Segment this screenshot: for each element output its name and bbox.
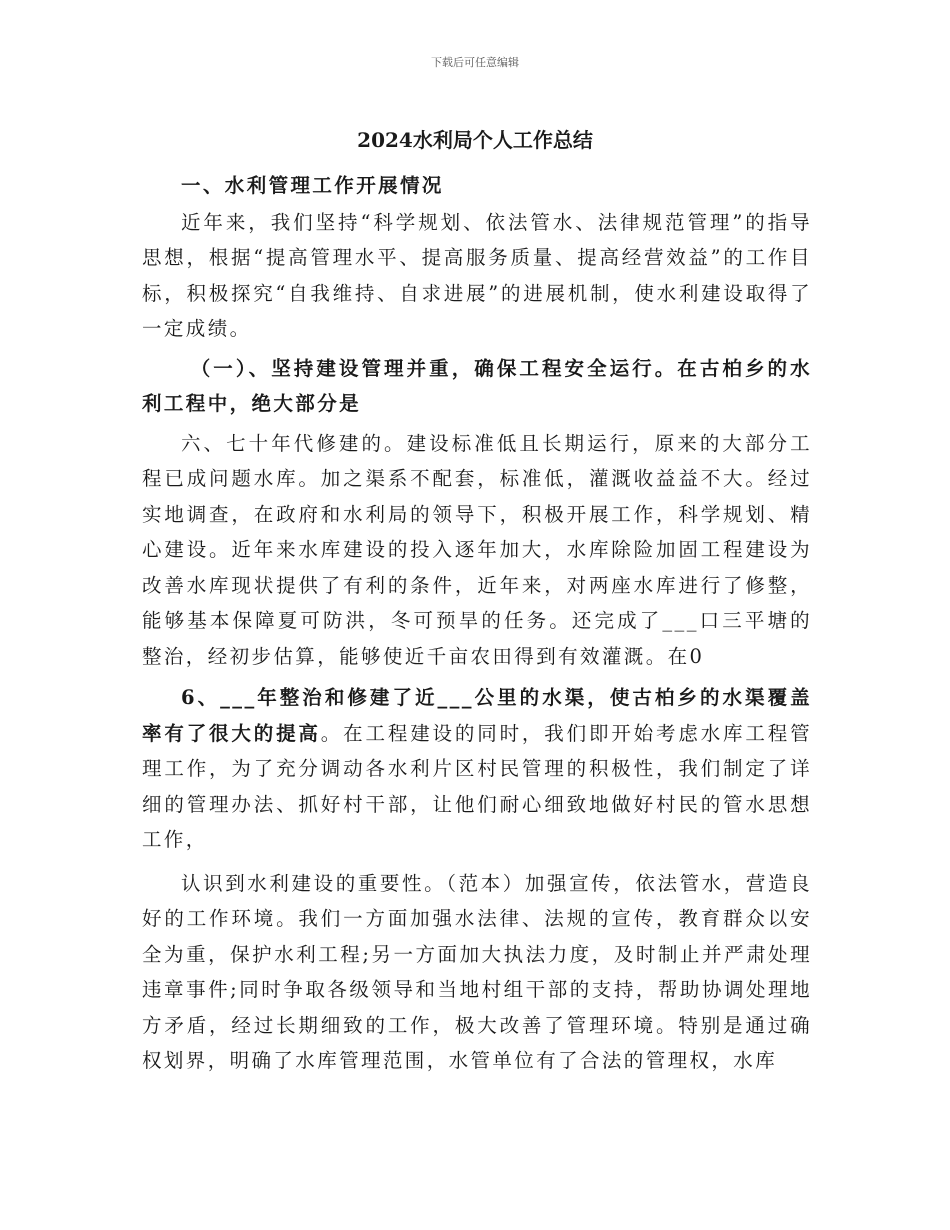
paragraph-4: 认识到水利建设的重要性。（范本）加强宣传，依法管水，营造良好的工作环境。我们一方面加强水法律、法规的宣传，教育群众以安全为重，保护水利工程;另一方面加大执法力度，及时制止并严肃处理违章事件;同时争取各级领导和当地村组干部的支持，帮助协调处理地方矛盾，经过长期细致的工作，极大改善了管理环境。特别是通过确权划界，明确了水库管理范围，水管单位有了合法的管理权，水库 [142, 871, 812, 1072]
section-heading: 一、水利管理工作开展情况 [181, 174, 444, 197]
paragraph-1: 近年来，我们坚持“科学规划、依法管水、法律规范管理”的指导思想，根据“提高管理水平、提高服务质量、提高经营效益”的工作目标，积极探究“自我维持、自求进展”的进展机制，使水利建设取得了一定成绩。 [142, 210, 812, 340]
paragraph-3-bold-lead: 6、___年整治和修建了近___公里的水渠，使古柏乡的水渠覆盖率有了很大的提高 [142, 686, 812, 745]
paragraph-2: 六、七十年代修建的。建设标准低且长期运行，原来的大部分工程已成问题水库。加之渠系不配套，标准低，灌溉收益益不大。经过实地调查，在政府和水利局的领导下，积极开展工作，科学规划、精心建设。近年来水库建设的投入逐年加大，水库除险加固工程建设为改善水库现状提供了有利的条件，近年来，对两座水库进行了修整，能够基本保障夏可防洪，冬可预旱的任务。还完成了___口三平塘的整治，经初步估算，能够使近千亩农田得到有效灌溉。在0 [142, 431, 812, 668]
document-title: 2024水利局个人工作总结 [357, 128, 593, 152]
document-body [142, 168, 812, 1079]
page-header-note: 下载后可任意编辑 [431, 56, 519, 69]
paragraph-3 [142, 680, 812, 858]
subsection-heading: （一）、坚持建设管理并重，确保工程安全运行。在古柏乡的水利工程中，绝大部分是 [142, 356, 812, 415]
paragraph-3-text: 。在工程建设的同时，我们即开始考虑水库工程管理工作，为了充分调动各水利片区村民管理的积极性，我们制定了详细的管理办法、抓好村干部，让他们耐心细致地做好村民的管水思想工作， [142, 721, 812, 851]
